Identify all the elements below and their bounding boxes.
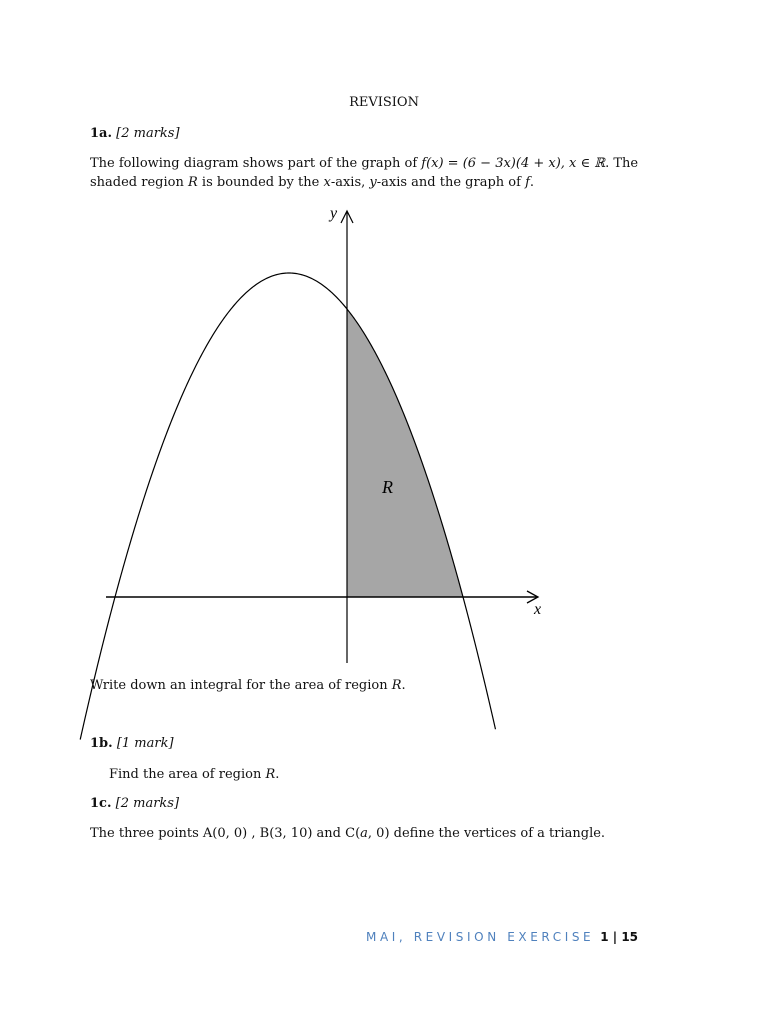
y-axis-label: y <box>330 205 338 222</box>
question-1b-label: 1b. <box>90 736 113 751</box>
q1a-line2-y: y <box>369 175 377 190</box>
question-1a-prompt <box>90 677 406 695</box>
q1a-line2-part4: -axis and the graph of <box>376 175 526 190</box>
q1a-prompt-part1: Write down an integral for the area of region <box>90 678 392 693</box>
q1a-line2-part3: -axis, <box>330 175 370 190</box>
question-1b-text <box>109 766 279 784</box>
q1a-prompt-r: R <box>391 678 402 693</box>
q1b-text-part2: . <box>275 767 280 782</box>
q1a-line2-part5: . <box>529 175 535 190</box>
page-title: REVISION <box>349 95 419 110</box>
q1a-text-part2: . The <box>605 156 639 171</box>
q1a-line2-f: f <box>525 175 530 190</box>
question-1c-text <box>90 825 605 843</box>
footer-series-title: MAI, REVISION EXERCISE <box>366 930 595 944</box>
x-axis-label: x <box>534 601 542 618</box>
question-1c-header <box>90 795 179 813</box>
q1b-text-r: R <box>265 767 276 782</box>
q1c-text-a: a <box>360 826 368 841</box>
function-formula: f(x) = (6 − 3x)(4 + x), x ∈ ℝ <box>421 156 606 171</box>
question-1a-marks: [2 marks] <box>116 126 180 141</box>
q1a-line2-x: x <box>323 175 331 190</box>
question-1b-marks: [1 mark] <box>116 736 174 751</box>
question-1b-header <box>90 735 174 753</box>
q1c-text-part2: , 0) define the vertices of a triangle. <box>367 826 606 841</box>
q1a-line2-part1: shaded region <box>90 175 188 190</box>
shaded-region-r <box>347 309 463 597</box>
page-footer <box>366 928 638 947</box>
q1a-line2-region-r: R <box>187 175 198 190</box>
footer-page-number: 1 | 15 <box>600 930 639 944</box>
q1b-text-part1: Find the area of region <box>109 767 266 782</box>
q1a-line2-part2: is bounded by the <box>197 175 324 190</box>
question-1c-marks: [2 marks] <box>115 796 180 811</box>
q1a-text-part1: The following diagram shows part of the graph of <box>90 156 422 171</box>
question-1c-label: 1c. <box>90 796 112 811</box>
question-1a-label: 1a. <box>90 126 112 141</box>
q1a-prompt-part2: . <box>401 678 406 693</box>
region-r-label: R <box>382 477 393 497</box>
q1c-text-part1: The three points A(0, 0) , B(3, 10) and C( <box>90 826 361 841</box>
